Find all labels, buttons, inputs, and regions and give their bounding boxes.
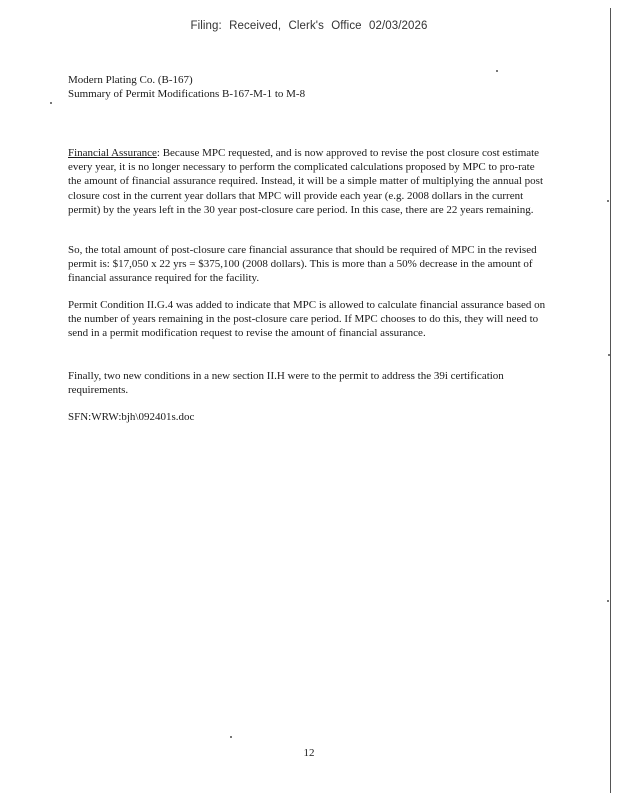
scan-speck <box>230 736 232 738</box>
paragraph-financial-assurance-text: : Because MPC requested, and is now approved to revise the post closure cost estimate every year, it is no longer necessary to perform the complicated calculations proposed by MPC to pro-rate the amount of financial assurance required. Instead, it will be a simple matter of multiplying the annual post closure cost in the current year dollars that MPC will provide each year (e.g. 2008 dollars in the current permit) by the years left in the 30 year post-closure care period. In this case, there are 22 years remaining. <box>68 147 544 216</box>
company-line: Modern Plating Co. (B-167) <box>68 74 193 86</box>
page-number: 12 <box>303 747 315 759</box>
paragraph-total-amount: So, the total amount of post-closure care financial assurance that should be required of MPC in the revised permit is: $17,050 x 22 yrs = $375,100 (2008 dollars). This is more than a 50% decrease in the amount of financial assurance required for the facility. <box>68 244 537 285</box>
scan-speck <box>50 102 52 104</box>
scan-speck <box>496 70 498 72</box>
scan-speck <box>607 600 609 602</box>
paragraph-permit-condition: Permit Condition II.G.4 was added to indicate that MPC is allowed to calculate financial assurance based on the number of years remaining in the post-closure care period. If MPC chooses to do this, they will need to send in a permit modification request to revise the amount of financial assurance. <box>68 299 546 340</box>
scan-speck <box>608 354 610 356</box>
scan-edge-line <box>610 8 611 793</box>
financial-assurance-heading: Financial Assurance <box>68 147 157 159</box>
document-header <box>68 73 305 101</box>
subject-line: Summary of Permit Modifications B-167-M-1 to M-8 <box>68 88 306 100</box>
scan-speck <box>607 200 609 202</box>
paragraph-new-conditions: Finally, two new conditions in a new section II.H were to the permit to address the 39i certification requirements. <box>68 370 504 397</box>
filing-stamp: Filing: Received, Clerk's Office 02/03/2026 <box>190 20 428 32</box>
paragraph-financial-assurance <box>68 146 548 217</box>
file-reference: SFN:WRW:bjh\092401s.doc <box>68 411 195 423</box>
